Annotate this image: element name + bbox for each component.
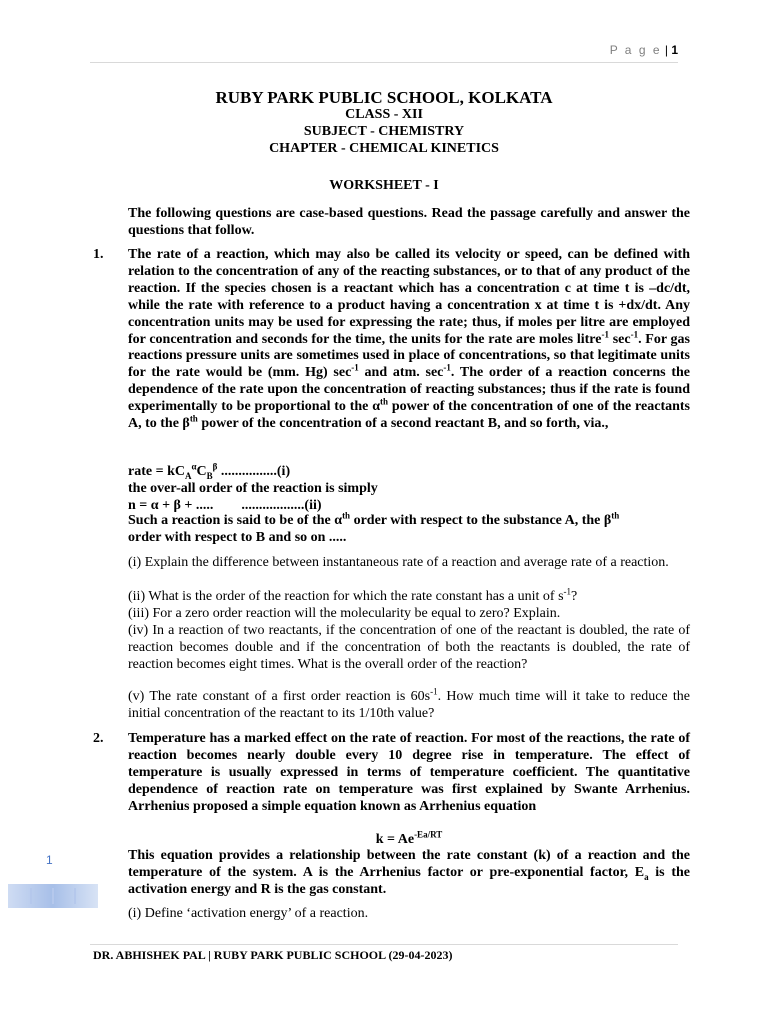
school-title: RUBY PARK PUBLIC SCHOOL, KOLKATA — [215, 88, 553, 107]
header-rule — [90, 62, 678, 63]
page-separator: | — [664, 43, 668, 57]
question-2-explanation: This equation provides a relationship between the rate constant (k) of a reaction and the temperature of the system. A is the Arrhenius factor or pre-exponential factor, $E_a$ is the activation energy and R is the gas constant. — [128, 848, 690, 897]
question-1-number: 1. — [93, 247, 104, 262]
margin-number: 1 — [46, 853, 53, 867]
page-label: P a g e — [609, 43, 662, 57]
overall-order-line: the over-all order of the reaction is simply — [128, 481, 378, 496]
question-1-i: (i) Explain the difference between instantaneous rate of a reaction and average rate of a reaction. — [128, 555, 669, 570]
page-number: 1 — [671, 43, 678, 57]
worksheet-title: WORKSHEET - I — [329, 178, 439, 193]
question-1-v: (v) The rate constant of a first order reaction is $60s^{-1}$. How much time will it take to reduce the initial concentration of the reactant to its 1/10th value? — [128, 686, 690, 721]
question-2-i: (i) Define ‘activation energy’ of a reaction. — [128, 906, 369, 921]
question-2-passage: Temperature has a marked effect on the rate of reaction. For most of the reactions, the rate of reaction becomes nearly double every 10 degree rise in temperature. The effect of temperature is usually expressed in terms of temperature coefficient. The quantitative dependence of reaction rate on temperature was first explained by Swante Arrhenius. Arrhenius proposed a simple equation known as Arrhenius equation — [128, 731, 690, 814]
arrhenius-equation: $k = Ae^{-Ea/RT}$ — [375, 829, 443, 847]
chapter-line: CHAPTER - CHEMICAL KINETICS — [269, 141, 499, 156]
page-number-header — [610, 43, 678, 57]
question-1-ii: (ii) What is the order of the reaction for which the rate constant has a unit of $s^{-1}$? — [128, 586, 578, 604]
subject-line: SUBJECT - CHEMISTRY — [303, 124, 465, 139]
question-2-number: 2. — [93, 731, 104, 746]
class-line: CLASS - XII — [345, 107, 423, 122]
order-statement: Such a reaction is said to be of the $\alpha^{th}$ order with respect to the substance A, the $\beta^{th}$ order with respect to B and so on ..... — [128, 510, 620, 545]
question-1-iv: (iv) In a reaction of two reactants, if the concentration of one of the reactant is doubled, the rate of reaction becomes double and if the concentration of both the reactants is doubled, the rate of reaction becomes eight times. What is the overall order of the reaction? — [128, 623, 690, 672]
footer-rule — [90, 944, 678, 945]
question-1-iii: (iii) For a zero order reaction will the molecularity be equal to zero? Explain. — [128, 606, 561, 621]
margin-ribbon-decoration — [8, 884, 98, 908]
footer-text: DR. ABHISHEK PAL | RUBY PARK PUBLIC SCHOOL (29-04-2023) — [93, 948, 453, 962]
rate-equation: rate = $kC_A^\alpha C_B^\beta$ ................(i) — [128, 461, 291, 481]
order-equation: n = α + β + ..... ..................(ii) — [128, 498, 322, 513]
intro-text: The following questions are case-based questions. Read the passage carefully and answer the questions that follow. — [128, 206, 690, 238]
question-1-passage: The rate of a reaction, which may also be called its velocity or speed, can be defined with relation to the concentration of any of the reacting substances, or to that of any product of the reaction. If the species chosen is a reactant which has a concentration c at time t is –dc/dt, while the rate with reference to a product having a concentration x at time t is +dx/dt. Any concentration units may be used for expressing the rate; thus, if moles per litre are employed for concentration and seconds for the time, the units for the rate are moles litre$^{-1}$ $\sec^{-1}$. For gas reactions pressure units are sometimes used in place of concentrations, so that legitimate units for the rate would be (mm. Hg) $\sec^{-1}$ and atm. $\sec^{-1}$. The order of a reaction concerns the dependence of the rate upon the concentration of reacting substances; thus if the rate is found experimentally to be proportional to the $\alpha^{th}$ power of the concentration of one of the reactants A, to the $\beta^{th}$ power of the concentration of a second reactant B, and so forth, via., — [128, 247, 690, 432]
